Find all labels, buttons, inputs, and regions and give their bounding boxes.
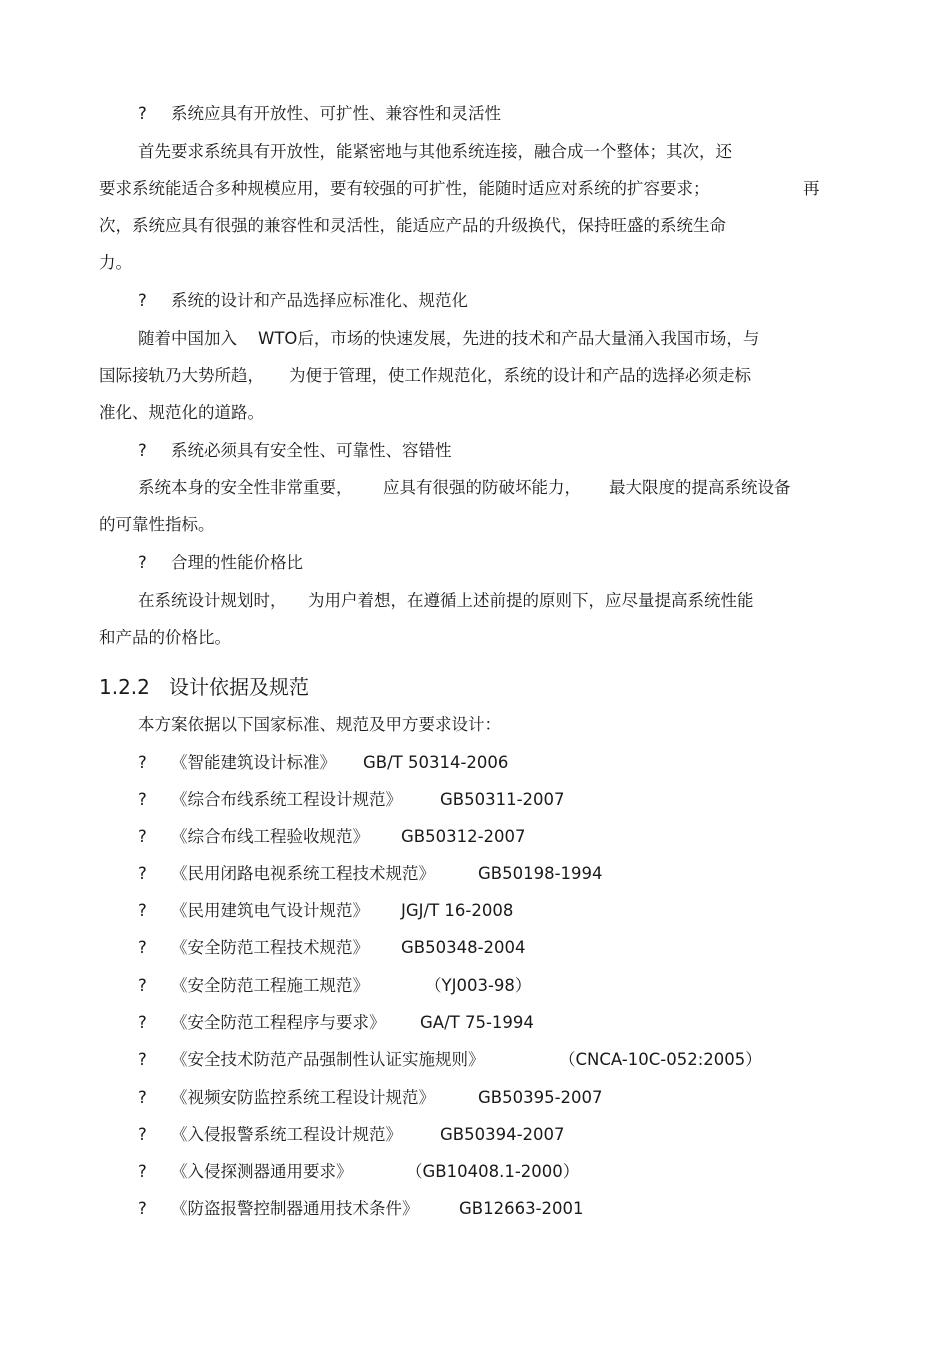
bullet-marker: ? bbox=[138, 291, 147, 310]
bullet-marker: ? bbox=[138, 790, 147, 809]
bullet-marker: ? bbox=[138, 864, 147, 883]
paragraph-line: WTO后，市场的快速发展，先进的技术和产品大量涌入我国市场，与 bbox=[258, 329, 760, 348]
paragraph-line: 在系统设计规划时， bbox=[138, 591, 287, 610]
standard-code: GB50394-2007 bbox=[440, 1125, 565, 1144]
bullet-marker: ? bbox=[138, 441, 147, 460]
standard-code: GB50311-2007 bbox=[440, 790, 565, 809]
paragraph-line: 次，系统应具有很强的兼容性和灵活性，能适应产品的升级换代，保持旺盛的系统生命 bbox=[99, 216, 726, 235]
principle-title: 系统必须具有安全性、可靠性、容错性 bbox=[171, 441, 452, 460]
bullet-marker: ? bbox=[138, 1162, 147, 1181]
standard-code: GB50348-2004 bbox=[401, 938, 526, 957]
bullet-marker: ? bbox=[138, 901, 147, 920]
principle-title: 合理的性能价格比 bbox=[171, 553, 303, 572]
bullet-marker: ? bbox=[138, 1013, 147, 1032]
paragraph-line: 系统本身的安全性非常重要， bbox=[138, 478, 353, 497]
standard-name: 《防盗报警控制器通用技术条件》 bbox=[171, 1199, 419, 1218]
section-number: 1.2.2 bbox=[99, 675, 150, 699]
bullet-marker: ? bbox=[138, 1199, 147, 1218]
section-heading bbox=[99, 674, 309, 700]
paragraph-line: 为便于管理，使工作规范化，系统的设计和产品的选择必须走标 bbox=[289, 366, 751, 385]
paragraph-line: 力。 bbox=[99, 253, 132, 272]
paragraph-line: 的可靠性指标。 bbox=[99, 515, 215, 534]
standard-name: 《智能建筑设计标准》 bbox=[171, 753, 336, 772]
standard-code: GB50198-1994 bbox=[478, 864, 603, 883]
standard-name: 《入侵探测器通用要求》 bbox=[171, 1162, 353, 1181]
bullet-marker: ? bbox=[138, 104, 147, 123]
bullet-marker: ? bbox=[138, 1088, 147, 1107]
paragraph-line: 应具有很强的防破坏能力， bbox=[383, 478, 581, 497]
principle-title: 系统应具有开放性、可扩性、兼容性和灵活性 bbox=[171, 104, 501, 123]
standard-name: 《综合布线系统工程设计规范》 bbox=[171, 790, 402, 809]
standard-code: GB12663-2001 bbox=[459, 1199, 584, 1218]
standard-name: 《民用建筑电气设计规范》 bbox=[171, 901, 369, 920]
standard-code: GA/T 75-1994 bbox=[420, 1013, 534, 1032]
standard-name: 《安全技术防范产品强制性认证实施规则》 bbox=[171, 1050, 485, 1069]
bullet-marker: ? bbox=[138, 827, 147, 846]
principle-title: 系统的设计和产品选择应标准化、规范化 bbox=[171, 291, 468, 310]
bullet-marker: ? bbox=[138, 976, 147, 995]
standard-name: 《安全防范工程技术规范》 bbox=[171, 938, 369, 957]
paragraph-line: 最大限度的提高系统设备 bbox=[609, 478, 791, 497]
standard-code: GB/T 50314-2006 bbox=[363, 753, 509, 772]
paragraph-line: 为用户着想，在遵循上述前提的原则下，应尽量提高系统性能 bbox=[308, 591, 754, 610]
paragraph-line: 再 bbox=[803, 179, 820, 198]
paragraph-line: 准化、规范化的道路。 bbox=[99, 403, 264, 422]
standard-name: 《综合布线工程验收规范》 bbox=[171, 827, 369, 846]
standard-name: 《入侵报警系统工程设计规范》 bbox=[171, 1125, 402, 1144]
bullet-marker: ? bbox=[138, 553, 147, 572]
paragraph-line: 随着中国加入 bbox=[138, 329, 237, 348]
standard-code: JGJ/T 16-2008 bbox=[401, 901, 514, 920]
paragraph-line: 国际接轨乃大势所趋， bbox=[99, 366, 264, 385]
standard-code: （GB10408.1-2000） bbox=[406, 1162, 580, 1181]
section-title: 设计依据及规范 bbox=[168, 675, 309, 699]
standard-code: （CNCA-10C-052:2005） bbox=[559, 1050, 762, 1069]
standard-name: 《安全防范工程程序与要求》 bbox=[171, 1013, 386, 1032]
bullet-marker: ? bbox=[138, 938, 147, 957]
bullet-marker: ? bbox=[138, 1050, 147, 1069]
paragraph-line: 首先要求系统具有开放性，能紧密地与其他系统连接，融合成一个整体；其次，还 bbox=[138, 142, 732, 161]
bullet-marker: ? bbox=[138, 1125, 147, 1144]
standard-name: 《民用闭路电视系统工程技术规范》 bbox=[171, 864, 435, 883]
paragraph-line: 要求系统能适合多种规模应用，要有较强的可扩性，能随时适应对系统的扩容要求； bbox=[99, 179, 710, 198]
standard-name: 《安全防范工程施工规范》 bbox=[171, 976, 369, 995]
paragraph-line: 和产品的价格比。 bbox=[99, 628, 231, 647]
section-intro: 本方案依据以下国家标准、规范及甲方要求设计： bbox=[138, 715, 501, 734]
standard-name: 《视频安防监控系统工程设计规范》 bbox=[171, 1088, 435, 1107]
bullet-marker: ? bbox=[138, 753, 147, 772]
standard-code: （YJ003-98） bbox=[425, 976, 532, 995]
standard-code: GB50312-2007 bbox=[401, 827, 526, 846]
standard-code: GB50395-2007 bbox=[478, 1088, 603, 1107]
